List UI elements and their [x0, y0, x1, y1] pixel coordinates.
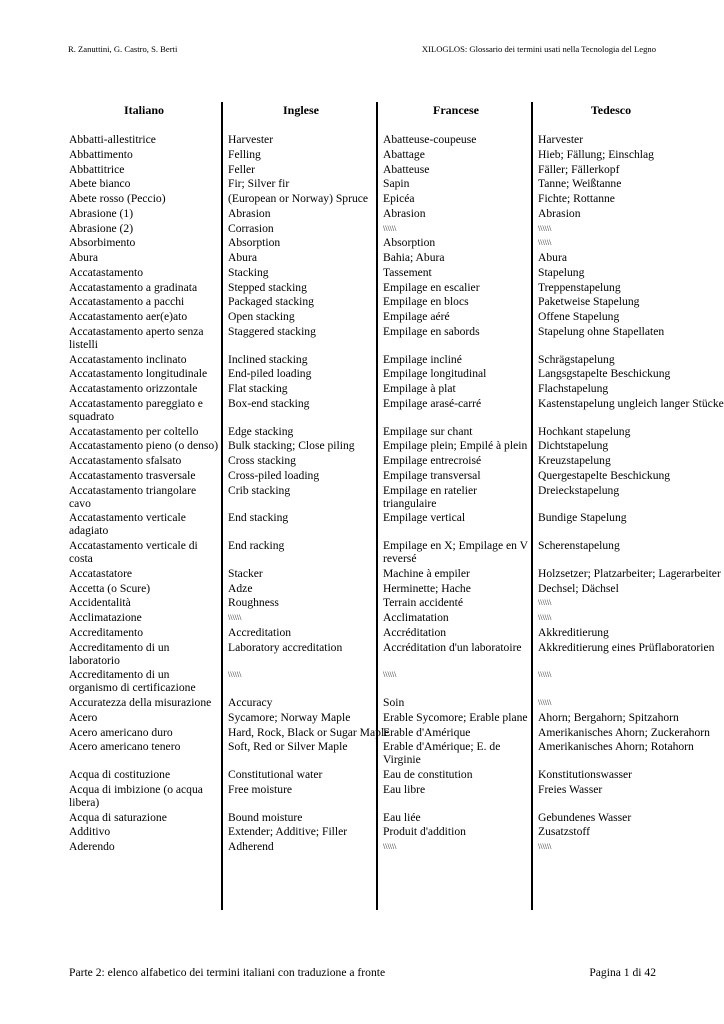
glossary-row	[0, 768, 724, 783]
glossary-row	[0, 696, 724, 711]
glossary-row	[0, 668, 724, 696]
term-italian: Acqua di imbizione (o acqua libera)	[69, 782, 203, 809]
term-german: \\\\\\	[538, 613, 552, 622]
term-english: Bound moisture	[228, 810, 303, 824]
term-italian: Accatastamento per coltello	[69, 424, 199, 438]
term-german: Dreieckstapelung	[538, 483, 620, 497]
term-french: Empilage vertical	[383, 511, 466, 525]
term-english: End stacking	[228, 511, 289, 525]
glossary-row	[0, 454, 724, 469]
term-german: Freies Wasser	[538, 782, 603, 796]
term-german: Langsgstapelte Beschickung	[538, 367, 671, 381]
term-italian: Accreditamento	[69, 625, 144, 639]
term-german: Zusatzstoff	[538, 825, 590, 839]
glossary-row	[0, 626, 724, 641]
glossary-row	[0, 825, 724, 840]
term-italian: Abete rosso (Peccio)	[69, 192, 166, 205]
term-english: Constitutional water	[228, 768, 323, 781]
term-italian: Abbatti-allestitrice	[69, 133, 156, 146]
glossary-row	[0, 251, 724, 266]
term-french: Erable d'Amérique; E. de Virginie	[383, 740, 501, 767]
term-french: Produit d'addition	[383, 825, 466, 839]
term-french: Eau liée	[383, 810, 421, 824]
term-german: Gebundenes Wasser	[538, 810, 632, 824]
header-authors: R. Zanuttini, G. Castro, S. Berti	[68, 44, 178, 54]
term-italian: Acero americano duro	[69, 725, 173, 739]
glossary-row	[0, 469, 724, 484]
glossary-row	[0, 582, 724, 597]
term-english: Stacker	[228, 566, 263, 580]
footer-description: Parte 2: elenco alfabetico dei termini italiani con traduzione a fronte	[69, 966, 386, 979]
term-english: Adze	[228, 581, 253, 595]
glossary-row	[0, 596, 724, 611]
column-header-tedesco: Tedesco	[590, 103, 632, 117]
term-french: Accréditation	[383, 625, 447, 639]
term-french: Empilage en ratelier triangulaire	[383, 483, 477, 510]
term-english: Stacking	[228, 265, 269, 279]
term-french: Empilage sur chant	[383, 424, 473, 438]
glossary-row	[0, 511, 724, 539]
glossary-table-body	[0, 133, 724, 855]
term-french: Eau libre	[383, 782, 426, 796]
term-german: Harvester	[538, 133, 584, 146]
glossary-row	[0, 439, 724, 454]
term-french: Herminette; Hache	[383, 581, 471, 595]
term-french: Abrasion	[383, 206, 426, 220]
term-german: Paketweise Stapelung	[538, 295, 640, 309]
term-french: Empilage à plat	[383, 382, 456, 395]
term-italian: Accuratezza della misurazione	[69, 696, 212, 709]
term-english: Inclined stacking	[228, 352, 308, 366]
term-italian: Accatastamento pareggiato e squadrato	[69, 396, 203, 423]
term-french: Abatteuse	[383, 162, 430, 176]
term-italian: Accatastamento inclinato	[69, 352, 187, 366]
term-french: Erable d'Amérique	[383, 725, 471, 739]
glossary-row	[0, 567, 724, 582]
glossary-row	[0, 711, 724, 726]
term-italian: Abete bianco	[69, 177, 131, 191]
term-english: Soft, Red or Silver Maple	[228, 740, 348, 754]
glossary-row	[0, 539, 724, 567]
glossary-row	[0, 295, 724, 310]
term-french: Empilage longitudinal	[383, 367, 487, 381]
term-english: Crib stacking	[228, 483, 291, 497]
term-italian: Accatastamento verticale adagiato	[69, 511, 186, 538]
term-german: Treppenstapelung	[538, 280, 621, 294]
term-english: Stepped stacking	[228, 280, 307, 294]
glossary-row	[0, 192, 724, 207]
term-english: \\\\\\	[228, 613, 242, 622]
term-italian: Accatastamento orizzontale	[69, 382, 198, 395]
term-german: \\\\\\	[538, 670, 552, 680]
term-english: Flat stacking	[228, 382, 288, 395]
term-french: Machine à empiler	[383, 566, 470, 580]
glossary-row	[0, 325, 724, 353]
glossary-row	[0, 382, 724, 397]
term-german: Dichtstapelung	[538, 439, 609, 453]
glossary-row	[0, 367, 724, 382]
term-english: Cross stacking	[228, 454, 296, 467]
column-header-italiano: Italiano	[123, 103, 164, 117]
term-german: \\\\\\	[538, 238, 552, 248]
term-french: \\\\\\	[383, 842, 397, 851]
term-english: Fir; Silver fir	[228, 177, 290, 191]
term-french: Absorption	[383, 236, 436, 250]
term-english: Adherend	[228, 840, 274, 853]
term-german: Stapelung	[538, 265, 585, 279]
term-german: Abrasion	[538, 206, 581, 220]
term-french: \\\\\\	[383, 670, 397, 680]
footer-page-number: Pagina 1 di 42	[589, 966, 656, 979]
term-italian: Accatastamento pieno (o denso)	[69, 439, 219, 453]
term-italian: Accreditamento di un organismo di certificazione	[69, 668, 196, 695]
term-german: Fichte; Rottanne	[538, 192, 615, 205]
term-english: Box-end stacking	[228, 396, 310, 410]
term-french: Empilage transversal	[383, 468, 481, 482]
term-german: Hochkant stapelung	[538, 424, 631, 438]
term-italian: Accatastamento aperto senza listelli	[69, 324, 204, 351]
term-french: Abatteuse-coupeuse	[383, 133, 477, 146]
term-english: Sycamore; Norway Maple	[228, 710, 351, 724]
glossary-row	[0, 163, 724, 178]
term-german: Amerikanisches Ahorn; Zuckerahorn	[538, 725, 710, 739]
term-italian: Accatastamento triangolare cavo	[69, 483, 197, 510]
term-german: Amerikanisches Ahorn; Rotahorn	[538, 740, 694, 754]
term-italian: Accatastatore	[69, 566, 133, 580]
term-italian: Abrasione (1)	[69, 206, 134, 220]
glossary-row	[0, 353, 724, 368]
term-french: Empilage entrecroisé	[383, 454, 482, 467]
term-english: Open stacking	[228, 310, 295, 323]
term-italian: Accatastamento trasversale	[69, 468, 196, 482]
term-italian: Accatastamento a pacchi	[69, 295, 185, 309]
term-italian: Abbattitrice	[69, 162, 125, 176]
term-italian: Additivo	[69, 825, 111, 839]
term-german: \\\\\\	[538, 842, 552, 851]
term-german: Fäller; Fällerkopf	[538, 162, 620, 176]
glossary-row	[0, 207, 724, 222]
term-french: Bahia; Abura	[383, 251, 445, 264]
term-english: Roughness	[228, 596, 279, 610]
term-italian: Acqua di costituzione	[69, 768, 171, 781]
term-italian: Acero	[69, 710, 98, 724]
term-italian: Accatastamento verticale di costa	[69, 539, 198, 566]
term-german: \\\\\\	[538, 223, 552, 233]
term-english: Staggered stacking	[228, 324, 316, 338]
term-english: End racking	[228, 539, 285, 552]
term-english: Extender; Additive; Filler	[228, 825, 348, 839]
term-french: Sapin	[383, 177, 410, 191]
term-german: Ahorn; Bergahorn; Spitzahorn	[538, 710, 679, 724]
term-german: Schrägstapelung	[538, 352, 615, 366]
term-french: Empilage aéré	[383, 310, 450, 323]
term-english: Cross-piled loading	[228, 468, 320, 482]
glossary-row	[0, 726, 724, 741]
glossary-row	[0, 133, 724, 148]
glossary-row	[0, 783, 724, 811]
term-english: Feller	[228, 162, 256, 176]
term-english: Abura	[228, 251, 257, 264]
glossary-row	[0, 177, 724, 192]
term-italian: Accreditamento di un laboratorio	[69, 640, 170, 667]
glossary-row	[0, 281, 724, 296]
term-italian: Acqua di saturazione	[69, 810, 167, 824]
glossary-row	[0, 484, 724, 512]
term-german: Quergestapelte Beschickung	[538, 468, 671, 482]
term-german: Akkreditierung	[538, 625, 609, 639]
column-header-inglese: Inglese	[283, 103, 319, 117]
term-french: Acclimatation	[383, 611, 449, 624]
term-italian: Accatastamento longitudinale	[69, 367, 208, 381]
term-french: Empilage arasé-carré	[383, 396, 482, 410]
term-italian: Accatastamento aer(e)ato	[69, 310, 188, 323]
term-french: Eau de constitution	[383, 768, 473, 781]
term-italian: Accatastamento a gradinata	[69, 280, 198, 294]
term-italian: Abrasione (2)	[69, 221, 134, 235]
glossary-row	[0, 611, 724, 626]
term-italian: Abbattimento	[69, 147, 133, 161]
term-german: Offene Stapelung	[538, 310, 620, 323]
term-german: Kastenstapelung ungleich langer Stücke	[538, 396, 724, 410]
glossary-row	[0, 397, 724, 425]
term-english: Harvester	[228, 133, 274, 146]
term-french: Abattage	[383, 147, 425, 161]
term-english: End-piled loading	[228, 367, 312, 381]
glossary-row	[0, 840, 724, 855]
term-english: Laboratory accreditation	[228, 640, 343, 654]
term-english: \\\\\\	[228, 670, 242, 680]
term-german: Konstitutionswasser	[538, 768, 633, 781]
term-english: Hard, Rock, Black or Sugar Maple	[228, 725, 390, 739]
term-german: Holzsetzer; Platzarbeiter; Lagerarbeiter	[538, 566, 721, 580]
term-german: Kreuzstapelung	[538, 454, 611, 467]
glossary-row	[0, 740, 724, 768]
term-english: Felling	[228, 147, 261, 161]
glossary-row	[0, 641, 724, 669]
term-german: Stapelung ohne Stapellaten	[538, 324, 665, 338]
header-title: XILOGLOS: Glossario dei termini usati nella Tecnologia del Legno	[421, 44, 656, 54]
term-german: Tanne; Weißtanne	[538, 177, 622, 191]
term-english: Absorption	[228, 236, 281, 250]
term-german: Bundige Stapelung	[538, 511, 627, 525]
term-german: Hieb; Fällung; Einschlag	[538, 147, 654, 161]
term-german: Akkreditierung eines Prüflaboratorien	[538, 640, 715, 654]
term-italian: Acero americano tenero	[69, 740, 181, 754]
term-italian: Accatastamento	[69, 265, 144, 279]
term-italian: Absorbimento	[69, 236, 136, 250]
glossary-row	[0, 148, 724, 163]
term-italian: Accidentalità	[69, 596, 131, 610]
term-english: Accuracy	[228, 696, 273, 709]
term-french: Empilage en sabords	[383, 324, 480, 338]
term-french: Terrain accidenté	[383, 596, 463, 610]
term-french: Empilage en X; Empilage en V reversé	[383, 539, 528, 566]
term-italian: Aderendo	[69, 840, 115, 853]
term-english: Bulk stacking; Close piling	[228, 439, 355, 453]
term-english: (European or Norway) Spruce	[228, 192, 369, 205]
term-english: Edge stacking	[228, 424, 294, 438]
term-italian: Acclimatazione	[69, 611, 142, 624]
glossary-row	[0, 236, 724, 251]
glossary-row	[0, 425, 724, 440]
glossary-row	[0, 266, 724, 281]
term-french: Empilage en escalier	[383, 280, 480, 294]
term-english: Abrasion	[228, 206, 271, 220]
term-italian: Abura	[69, 251, 98, 264]
term-german: Abura	[538, 251, 567, 264]
glossary-row	[0, 811, 724, 826]
term-german: Dechsel; Dächsel	[538, 581, 619, 595]
term-french: Epicéa	[383, 192, 415, 205]
term-german: Scherenstapelung	[538, 539, 620, 552]
term-english: Packaged stacking	[228, 295, 314, 309]
term-english: Accreditation	[228, 625, 292, 639]
column-header-francese: Francese	[433, 103, 479, 117]
term-german: Flachstapelung	[538, 382, 609, 395]
term-english: Corrasion	[228, 221, 274, 235]
term-italian: Accetta (o Scure)	[69, 581, 151, 595]
term-english: Free moisture	[228, 782, 293, 796]
term-italian: Accatastamento sfalsato	[69, 454, 182, 467]
term-french: \\\\\\	[383, 223, 397, 233]
term-french: Empilage incliné	[383, 352, 462, 366]
term-french: Empilage en blocs	[383, 295, 469, 309]
term-german: \\\\\\	[538, 698, 552, 707]
term-french: Empilage plein; Empilé à plein	[383, 439, 528, 453]
term-french: Erable Sycomore; Erable plane	[383, 710, 528, 724]
glossary-row	[0, 310, 724, 325]
glossary-row	[0, 222, 724, 237]
term-french: Tassement	[383, 265, 432, 279]
term-german: \\\\\\	[538, 598, 552, 608]
term-french: Accréditation d'un laboratoire	[383, 640, 522, 654]
term-french: Soin	[383, 696, 405, 709]
